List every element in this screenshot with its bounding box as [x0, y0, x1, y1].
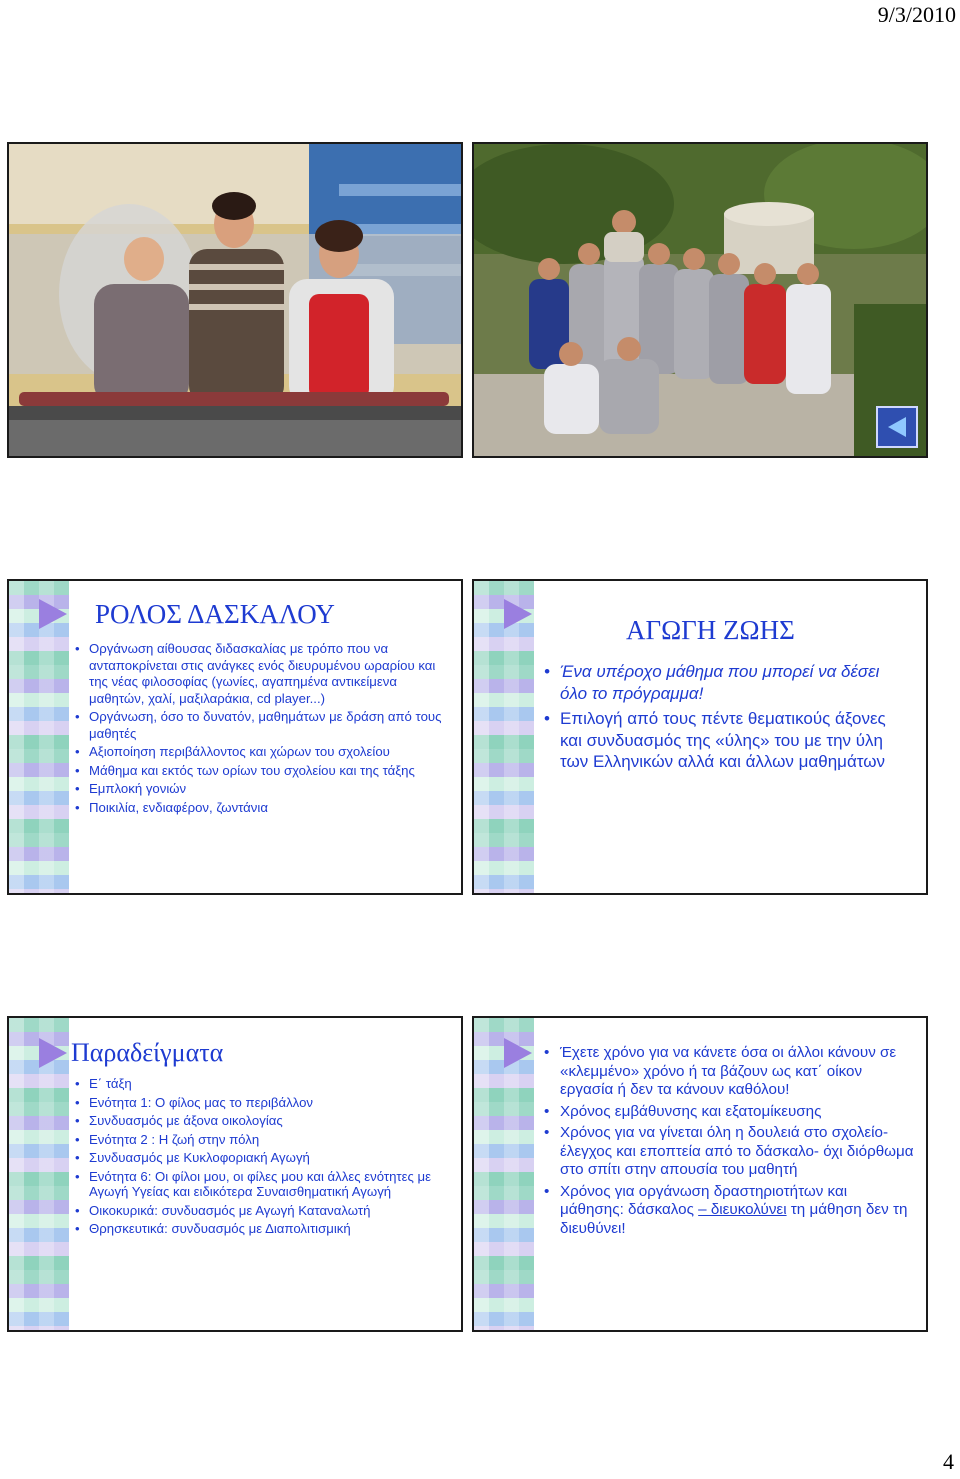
list-item: • Οργάνωση αίθουσας διδασκαλίας με τρόπο που να ανταποκρίνεται στις ανάγκες ενός διευρυμένου ωραρίου και της νέας φιλοσοφίας (γωνίες, αγαπημένα αντικείμενα μαθητών, χαλί, μαξιλαράκια, cd player...): [75, 641, 445, 707]
page-number: 4: [943, 1449, 954, 1474]
list-item-text: τη μάθηση δεν τη διευθύνει!: [560, 1201, 908, 1237]
print-date: 9/3/2010: [877, 2, 956, 27]
list-item: • Ενότητα 6: Οι φίλοι μου, οι φίλες μου και άλλες ενότητες με Αγωγή Υγείας και ειδικότερα Συναισθηματική Αγωγή: [75, 1169, 447, 1200]
students-photo: [474, 144, 926, 456]
underlined-text: – διευκολύνει: [698, 1201, 787, 1218]
left-arrow-icon: [888, 417, 906, 437]
bullet-list: [75, 641, 445, 818]
list-item: • Έχετε χρόνο για να κάνετε όσα οι άλλοι κάνουν σε «κλεμμένο» χρόνο ή τα βάζουν ως κατ΄ οίκον εργασία ή δεν τα κάνουν καθόλου!: [544, 1044, 914, 1100]
list-item: • Ενότητα 1: Ο φίλος μας το περιβάλλον: [75, 1095, 447, 1111]
triangle-icon: [504, 1038, 532, 1068]
slide-time-benefits: [472, 1016, 928, 1332]
bullet-list: [544, 1044, 914, 1241]
slide-title: ΡΟΛΟΣ ΔΑΣΚΑΛΟΥ: [95, 599, 335, 629]
slide-life-education: [472, 579, 928, 895]
triangle-icon: [39, 599, 67, 629]
triangle-icon: [504, 599, 532, 629]
slide-photo-students: [472, 142, 928, 458]
list-item: • Ε΄ τάξη: [75, 1076, 447, 1092]
bullet-list: [544, 661, 904, 777]
barbecue-photo: [9, 144, 461, 456]
list-item: • Επιλογή από τους πέντε θεματικούς άξονες και συνδυασμός της «ύλης» του με την ύλη των Ελληνικών αλλά και άλλων μαθημάτων: [544, 708, 904, 773]
slide-photo-barbecue: [7, 142, 463, 458]
slide-title: Παραδείγματα: [71, 1038, 224, 1067]
list-item-text: Χρόνος για οργάνωση δραστηριοτήτων και μάθησης: δάσκαλος: [560, 1182, 848, 1218]
slide-title: ΑΓΩΓΗ ΖΩΗΣ: [626, 615, 795, 645]
list-item: • Οικοκυρικά: συνδυασμός με Αγωγή Καταναλωτή: [75, 1203, 447, 1219]
list-item: • Θρησκευτικά: συνδυασμός με Διαπολιτισμική: [75, 1221, 447, 1237]
list-item: • Αξιοποίηση περιβάλλοντος και χώρων του σχολείου: [75, 744, 445, 761]
list-item: • Μάθημα και εκτός των ορίων του σχολείου και της τάξης: [75, 763, 445, 780]
bullet-list: [75, 1076, 447, 1240]
list-item: • Ένα υπέροχο μάθημα που μπορεί να δέσει όλο το πρόγραμμα!: [544, 661, 904, 704]
list-item: • Οργάνωση, όσο το δυνατόν, μαθημάτων με δράση από τους μαθητές: [75, 709, 445, 742]
triangle-icon: [39, 1038, 67, 1068]
list-item: • Ενότητα 2 : Η ζωή στην πόλη: [75, 1132, 447, 1148]
list-item: • Χρόνος εμβάθυνσης και εξατομίκευσης: [544, 1103, 914, 1122]
slide-teacher-role: [7, 579, 463, 895]
list-item: [544, 1183, 914, 1239]
previous-slide-button[interactable]: [876, 406, 918, 448]
slide-examples: [7, 1016, 463, 1332]
list-item: • Εμπλοκή γονιών: [75, 781, 445, 798]
list-item: • Συνδυασμός με Κυκλοφοριακή Αγωγή: [75, 1150, 447, 1166]
list-item: • Συνδυασμός με άξονα οικολογίας: [75, 1113, 447, 1129]
list-item: • Χρόνος για να γίνεται όλη η δουλειά στο σχολείο- έλεγχος και εποπτεία από το δάσκαλο- όχι διόρθωμα στο σπίτι στην απουσία του μαθητή: [544, 1124, 914, 1180]
list-item: • Ποικιλία, ενδιαφέρον, ζωντάνια: [75, 800, 445, 817]
